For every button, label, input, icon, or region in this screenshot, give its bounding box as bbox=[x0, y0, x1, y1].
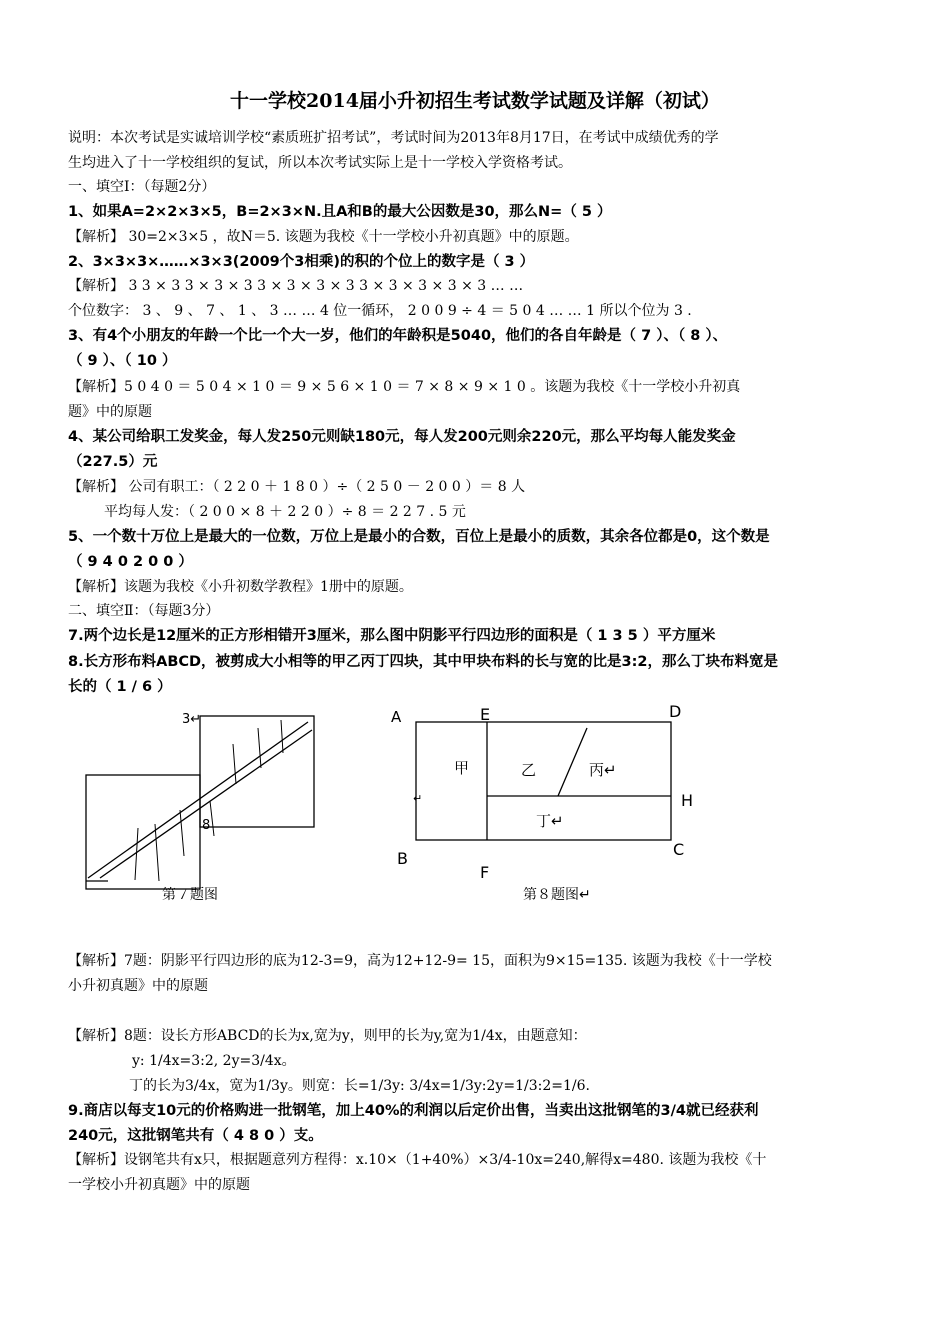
fig8-caption: 第８题图↵ bbox=[523, 887, 591, 903]
figure-7 bbox=[80, 706, 335, 906]
answer-8-line-3: 丁的长为3/4x，宽为1/3y。则宽：长=1/3y: 3/4x=1/3y:2y=1/3:2=1/6. bbox=[129, 1078, 590, 1094]
answer-9-line-2: 一学校小升初真题》中的原题 bbox=[68, 1177, 250, 1193]
answer-2-line-1: 【解析】 3 3 × 3 3 × 3 × 3 3 × 3 × 3 × 3 3 × 3 × 3 × 3 × 3 … … bbox=[68, 278, 524, 294]
fig8-label-c: C bbox=[673, 840, 685, 859]
question-2: 2、3×3×3×……×3×3(2009个3相乘)的积的个位上的数字是（ 3 ） bbox=[68, 254, 535, 270]
fig8-label-jia: 甲 bbox=[454, 759, 470, 777]
fig8-label-bing: 丙↵ bbox=[589, 761, 617, 779]
question-9-line-2: 240元，这批钢笔共有（ 4 8 0 ）支。 bbox=[68, 1128, 323, 1144]
intro-line-1: 说明：本次考试是实诚培训学校“素质班扩招考试”，考试时间为2013年8月17日，在考试中成绩优秀的学 bbox=[68, 130, 719, 146]
answer-3-line-2: 题》中的原题 bbox=[68, 404, 152, 420]
intro-line-2: 生均进入了十一学校组织的复试，所以本次考试实际上是十一学校入学资格考试。 bbox=[68, 155, 572, 171]
figure-7-diagram bbox=[86, 716, 314, 889]
fig8-label-d: D bbox=[669, 702, 682, 721]
page-title: 十一学校2014届小升初招生考试数学试题及详解（初试） bbox=[230, 90, 720, 112]
fig8-label-b: B bbox=[397, 849, 408, 868]
answer-9-line-1: 【解析】设钢笔共有x只，根据题意列方程得：x.10×（1+40%）×3/4-10x=240,解得x=480. 该题为我校《十 bbox=[68, 1152, 767, 1168]
answer-8-line-2: y: 1/4x=3:2, 2y=3/4x。 bbox=[132, 1053, 296, 1069]
answer-1: 【解析】 30=2×3×5 ，故N＝5. 该题为我校《十一学校小升初真题》中的原题。 bbox=[68, 229, 579, 245]
question-3-line-1: 3、有4个小朋友的年龄一个比一个大一岁，他们的年龄积是5040，他们的各自年龄是（ 7 ）、（ 8 ）、 bbox=[68, 328, 728, 344]
question-8-line-2: 长的（ 1 / 6 ） bbox=[68, 679, 172, 695]
hatch-line-5 bbox=[233, 744, 236, 784]
answer-4-line-1: 【解析】 公司有职工：（ 2 2 0 ＋ 1 8 0 ）÷（ 2 5 0 － 2 0 0 ）＝ 8 人 bbox=[68, 479, 526, 495]
fig8-mark: ↵ bbox=[413, 792, 423, 805]
line-diagonal-cut bbox=[558, 728, 587, 796]
question-4-line-1: 4、某公司给职工发奖金，每人发250元则缺180元，每人发200元则余220元，那么平均每人能发奖金 bbox=[68, 429, 736, 445]
right-square bbox=[200, 716, 314, 827]
answer-5: 【解析】该题为我校《小升初数学教程》1册中的原题。 bbox=[68, 579, 413, 595]
fig7-label-3: 3↵ bbox=[182, 712, 202, 727]
answer-7-line-2: 小升初真题》中的原题 bbox=[68, 978, 208, 994]
answer-7-line-1: 【解析】7题：阴影平行四边形的底为12-3=9，高为12+12-9= 15，面积为9×15=135. 该题为我校《十一学校 bbox=[68, 953, 772, 969]
parallelogram-upper-edge bbox=[100, 730, 312, 878]
answer-4-line-2: 平均每人发：（ 2 0 0 × 8 ＋ 2 2 0 ）÷ 8 ＝ 2 2 7 . 5 元 bbox=[104, 504, 466, 520]
question-5-line-2: （ 9 4 0 2 0 0 ） bbox=[68, 554, 193, 570]
fig8-label-f: F bbox=[480, 863, 490, 882]
fig7-label-8: 8 bbox=[202, 818, 211, 833]
answer-3-line-1: 【解析】5 0 4 0 ＝ 5 0 4 × 1 0 ＝ 9 × 5 6 × 1 0 ＝ 7 × 8 × 9 × 1 0 。该题为我校《十一学校小升初真 bbox=[68, 379, 741, 395]
answer-8-line-1: 【解析】8题：设长方形ABCD的长为x,宽为y，则甲的长为y,宽为1/4x，由题意知： bbox=[68, 1028, 587, 1044]
question-9-line-1: 9.商店以每支10元的价格购进一批钢笔，加上40%的利润以后定价出售，当卖出这批钢笔的3/4就已经获利 bbox=[68, 1103, 759, 1119]
parallelogram-lower-edge bbox=[88, 722, 308, 878]
hatch-line-6 bbox=[258, 728, 261, 768]
hatch-line-3 bbox=[180, 810, 184, 856]
question-8-line-1: 8.长方形布料ABCD，被剪成大小相等的甲乙丙丁四块，其中甲块布料的长与宽的比是3:2，那么丁块布料宽是 bbox=[68, 654, 779, 670]
left-square bbox=[86, 775, 200, 889]
figure-8 bbox=[385, 700, 725, 910]
question-4-line-2: （227.5）元 bbox=[68, 454, 158, 470]
question-7: 7.两个边长是12厘米的正方形相错开3厘米，那么图中阴影平行四边形的面积是（ 1 3 5 ）平方厘米 bbox=[68, 628, 716, 644]
fig8-label-e: E bbox=[480, 705, 491, 724]
fig8-label-ding: 丁↵ bbox=[536, 812, 564, 830]
hatch-line-7 bbox=[281, 720, 283, 753]
hatch-line-2 bbox=[155, 824, 159, 881]
fig8-label-a: A bbox=[391, 708, 402, 726]
section-1-heading: 一、填空Ⅰ：（每题2分） bbox=[68, 179, 216, 195]
section-2-heading: 二、填空Ⅱ：（每题3分） bbox=[68, 603, 220, 619]
hatch-line-4 bbox=[210, 801, 214, 836]
fig7-caption: 第７题图 bbox=[162, 887, 218, 903]
question-5-line-1: 5、一个数十万位上是最大的一位数，万位上是最小的合数，百位上是最小的质数，其余各位都是0，这个数是 bbox=[68, 529, 770, 545]
question-3-line-2: （ 9 ）、（ 10 ） bbox=[68, 353, 177, 369]
fig8-label-yi: 乙 bbox=[521, 761, 537, 779]
answer-2-line-2: 个位数字： 3 、 9 、 7 、 1 、 3 … … 4 位一循环， 2 0 0 9 ÷ 4 ＝ 5 0 4 … … 1 所以个位为 3 . bbox=[68, 303, 692, 319]
fig8-label-h: H bbox=[681, 791, 694, 810]
question-1: 1、如果A=2×2×3×5，B=2×3×N.且A和B的最大公因数是30，那么N=（ 5 ） bbox=[68, 204, 612, 220]
